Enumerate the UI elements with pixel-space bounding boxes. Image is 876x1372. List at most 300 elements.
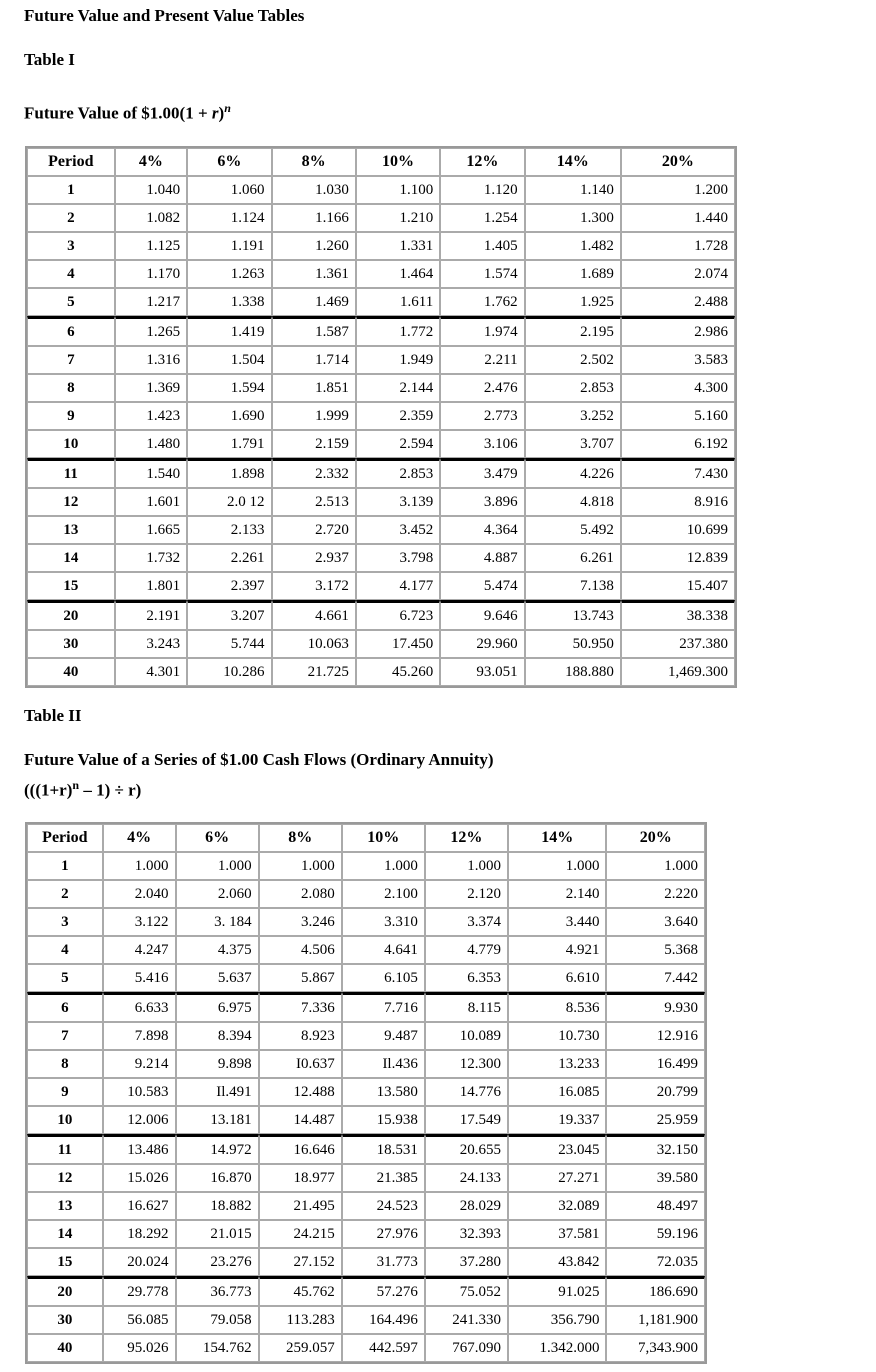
value-cell: 27.152 <box>259 1248 342 1276</box>
value-cell: 10.286 <box>187 658 271 686</box>
value-cell: 1.482 <box>525 232 621 260</box>
value-cell: 767.090 <box>425 1334 508 1362</box>
value-cell: 2.720 <box>272 516 356 544</box>
header-row <box>27 824 705 852</box>
value-cell: 24.215 <box>259 1220 342 1248</box>
period-cell: 13 <box>27 516 115 544</box>
value-cell: 3.310 <box>342 908 425 936</box>
value-cell: 2.100 <box>342 880 425 908</box>
value-cell: 1.405 <box>440 232 524 260</box>
value-cell: 1.587 <box>272 316 356 346</box>
value-cell: 95.026 <box>103 1334 176 1362</box>
value-cell: 5.368 <box>606 936 705 964</box>
value-cell: 2.220 <box>606 880 705 908</box>
value-cell: 25.959 <box>606 1106 705 1134</box>
value-cell: 3.452 <box>356 516 440 544</box>
value-cell: 14.487 <box>259 1106 342 1134</box>
value-cell: 19.337 <box>508 1106 607 1134</box>
value-cell: Il.436 <box>342 1050 425 1078</box>
period-cell: 7 <box>27 1022 103 1050</box>
value-cell: 24.523 <box>342 1192 425 1220</box>
value-cell: 2.211 <box>440 346 524 374</box>
value-cell: 1.030 <box>272 176 356 204</box>
period-cell: 11 <box>27 1134 103 1164</box>
value-cell: 12.916 <box>606 1022 705 1050</box>
value-cell: 2.080 <box>259 880 342 908</box>
value-cell: 1.254 <box>440 204 524 232</box>
value-cell: 18.292 <box>103 1220 176 1248</box>
value-cell: 1.000 <box>176 852 259 880</box>
rate-header: 8% <box>272 148 356 176</box>
value-cell: 16.627 <box>103 1192 176 1220</box>
rate-header: 8% <box>259 824 342 852</box>
value-cell: 7.430 <box>621 458 735 488</box>
value-cell: 186.690 <box>606 1276 705 1306</box>
value-cell: 4.779 <box>425 936 508 964</box>
value-cell: 15.938 <box>342 1106 425 1134</box>
value-cell: 5.637 <box>176 964 259 992</box>
value-cell: 59.196 <box>606 1220 705 1248</box>
value-cell: 1.316 <box>115 346 187 374</box>
value-cell: 37.581 <box>508 1220 607 1248</box>
period-cell: 8 <box>27 374 115 402</box>
value-cell: 6.353 <box>425 964 508 992</box>
table-row <box>27 600 735 630</box>
value-cell: 1.000 <box>508 852 607 880</box>
value-cell: 50.950 <box>525 630 621 658</box>
value-cell: 1,469.300 <box>621 658 735 686</box>
value-cell: 72.035 <box>606 1248 705 1276</box>
value-cell: 154.762 <box>176 1334 259 1362</box>
value-cell: 75.052 <box>425 1276 508 1306</box>
period-cell: 3 <box>27 908 103 936</box>
value-cell: 3.243 <box>115 630 187 658</box>
value-cell: 16.646 <box>259 1134 342 1164</box>
value-cell: 1.166 <box>272 204 356 232</box>
rate-header: 6% <box>187 148 271 176</box>
value-cell: 1.665 <box>115 516 187 544</box>
table-row <box>27 544 735 572</box>
value-cell: 21.495 <box>259 1192 342 1220</box>
value-cell: 79.058 <box>176 1306 259 1334</box>
value-cell: 1.714 <box>272 346 356 374</box>
table-row <box>27 288 735 316</box>
table-row <box>27 232 735 260</box>
value-cell: 164.496 <box>342 1306 425 1334</box>
value-cell: 4.226 <box>525 458 621 488</box>
value-cell: 2.0 12 <box>187 488 271 516</box>
value-cell: 1.423 <box>115 402 187 430</box>
value-cell: 48.497 <box>606 1192 705 1220</box>
value-cell: 1.217 <box>115 288 187 316</box>
value-cell: 2.191 <box>115 600 187 630</box>
period-cell: 4 <box>27 936 103 964</box>
table2-formula-a: (((1+r) <box>24 780 73 800</box>
value-cell: 2.488 <box>621 288 735 316</box>
value-cell: 241.330 <box>425 1306 508 1334</box>
value-cell: 17.549 <box>425 1106 508 1134</box>
value-cell: 9.214 <box>103 1050 176 1078</box>
value-cell: 5.867 <box>259 964 342 992</box>
value-cell: 7,343.900 <box>606 1334 705 1362</box>
value-cell: 3.707 <box>525 430 621 458</box>
value-cell: 1.124 <box>187 204 271 232</box>
value-cell: 1.100 <box>356 176 440 204</box>
value-cell: 4.506 <box>259 936 342 964</box>
value-cell: 2.502 <box>525 346 621 374</box>
table-row <box>27 1276 705 1306</box>
value-cell: 20.799 <box>606 1078 705 1106</box>
value-cell: 1.419 <box>187 316 271 346</box>
value-cell: 3. 184 <box>176 908 259 936</box>
value-cell: 13.580 <box>342 1078 425 1106</box>
rate-header: 10% <box>356 148 440 176</box>
value-cell: 24.133 <box>425 1164 508 1192</box>
value-cell: 1.300 <box>525 204 621 232</box>
value-cell: 1.263 <box>187 260 271 288</box>
value-cell: 15.407 <box>621 572 735 600</box>
period-cell: 1 <box>27 852 103 880</box>
value-cell: 6.975 <box>176 992 259 1022</box>
value-cell: 57.276 <box>342 1276 425 1306</box>
period-cell: 7 <box>27 346 115 374</box>
value-cell: 27.271 <box>508 1164 607 1192</box>
value-cell: 2.332 <box>272 458 356 488</box>
value-cell: 113.283 <box>259 1306 342 1334</box>
period-cell: 9 <box>27 1078 103 1106</box>
value-cell: 442.597 <box>342 1334 425 1362</box>
header-row <box>27 148 735 176</box>
value-cell: 1,181.900 <box>606 1306 705 1334</box>
value-cell: 1.791 <box>187 430 271 458</box>
value-cell: 9.646 <box>440 600 524 630</box>
table-row <box>27 204 735 232</box>
value-cell: 38.338 <box>621 600 735 630</box>
value-cell: 1.464 <box>356 260 440 288</box>
value-cell: 188.880 <box>525 658 621 686</box>
value-cell: 16.499 <box>606 1050 705 1078</box>
value-cell: 7.138 <box>525 572 621 600</box>
table-row <box>27 374 735 402</box>
value-cell: 8.394 <box>176 1022 259 1050</box>
value-cell: 2.040 <box>103 880 176 908</box>
value-cell: 2.773 <box>440 402 524 430</box>
table-row <box>27 260 735 288</box>
value-cell: 1.594 <box>187 374 271 402</box>
rate-header: 12% <box>440 148 524 176</box>
table-row <box>27 908 705 936</box>
period-header: Period <box>27 824 103 852</box>
period-cell: 15 <box>27 572 115 600</box>
value-cell: 2.513 <box>272 488 356 516</box>
value-cell: 1.000 <box>606 852 705 880</box>
value-cell: 1.040 <box>115 176 187 204</box>
value-cell: 1.331 <box>356 232 440 260</box>
value-cell: 3.640 <box>606 908 705 936</box>
value-cell: 1.338 <box>187 288 271 316</box>
value-cell: 9.898 <box>176 1050 259 1078</box>
annuity-future-value-table <box>25 822 707 1364</box>
value-cell: 1.762 <box>440 288 524 316</box>
value-cell: 45.762 <box>259 1276 342 1306</box>
value-cell: 1.060 <box>187 176 271 204</box>
period-cell: 15 <box>27 1248 103 1276</box>
value-cell: 7.898 <box>103 1022 176 1050</box>
table1-caption-text: Future Value of $1.00(1 + <box>24 103 212 123</box>
period-cell: 14 <box>27 1220 103 1248</box>
value-cell: 4.300 <box>621 374 735 402</box>
period-cell: 20 <box>27 600 115 630</box>
value-cell: 18.531 <box>342 1134 425 1164</box>
value-cell: 4.301 <box>115 658 187 686</box>
value-cell: 1.440 <box>621 204 735 232</box>
value-cell: 10.063 <box>272 630 356 658</box>
value-cell: 1.140 <box>525 176 621 204</box>
value-cell: 10.583 <box>103 1078 176 1106</box>
value-cell: 10.699 <box>621 516 735 544</box>
value-cell: 8.916 <box>621 488 735 516</box>
value-cell: 56.085 <box>103 1306 176 1334</box>
value-cell: 3.252 <box>525 402 621 430</box>
table-row <box>27 1248 705 1276</box>
table-row <box>27 658 735 686</box>
table1-caption <box>24 101 231 124</box>
value-cell: 18.977 <box>259 1164 342 1192</box>
period-cell: 4 <box>27 260 115 288</box>
value-cell: 5.474 <box>440 572 524 600</box>
table-row <box>27 346 735 374</box>
value-cell: 1.574 <box>440 260 524 288</box>
table-row <box>27 880 705 908</box>
value-cell: 23.045 <box>508 1134 607 1164</box>
value-cell: 1.772 <box>356 316 440 346</box>
value-cell: 36.773 <box>176 1276 259 1306</box>
table-row <box>27 992 705 1022</box>
value-cell: 1.974 <box>440 316 524 346</box>
value-cell: 6.723 <box>356 600 440 630</box>
value-cell: 43.842 <box>508 1248 607 1276</box>
value-cell: 6.192 <box>621 430 735 458</box>
value-cell: 356.790 <box>508 1306 607 1334</box>
period-cell: 13 <box>27 1192 103 1220</box>
table2-formula <box>24 778 141 801</box>
table-row <box>27 572 735 600</box>
value-cell: 93.051 <box>440 658 524 686</box>
value-cell: 4.641 <box>342 936 425 964</box>
value-cell: 12.839 <box>621 544 735 572</box>
value-cell: 4.921 <box>508 936 607 964</box>
value-cell: 1.361 <box>272 260 356 288</box>
value-cell: 3.207 <box>187 600 271 630</box>
rate-header: 20% <box>606 824 705 852</box>
value-cell: 3.122 <box>103 908 176 936</box>
value-cell: 20.024 <box>103 1248 176 1276</box>
value-cell: 39.580 <box>606 1164 705 1192</box>
table-row <box>27 1078 705 1106</box>
value-cell: 2.359 <box>356 402 440 430</box>
table-row <box>27 1192 705 1220</box>
value-cell: 29.778 <box>103 1276 176 1306</box>
value-cell: 21.385 <box>342 1164 425 1192</box>
value-cell: 10.730 <box>508 1022 607 1050</box>
value-cell: 1.260 <box>272 232 356 260</box>
value-cell: 9.930 <box>606 992 705 1022</box>
table2-label: Table II <box>24 706 82 725</box>
value-cell: 2.476 <box>440 374 524 402</box>
value-cell: 1.265 <box>115 316 187 346</box>
value-cell: 4.661 <box>272 600 356 630</box>
value-cell: 14.972 <box>176 1134 259 1164</box>
table-row <box>27 964 705 992</box>
value-cell: 2.594 <box>356 430 440 458</box>
value-cell: 1.125 <box>115 232 187 260</box>
value-cell: 16.085 <box>508 1078 607 1106</box>
value-cell: 3.139 <box>356 488 440 516</box>
value-cell: 2.261 <box>187 544 271 572</box>
value-cell: 7.716 <box>342 992 425 1022</box>
value-cell: 1.170 <box>115 260 187 288</box>
value-cell: I0.637 <box>259 1050 342 1078</box>
value-cell: 3.479 <box>440 458 524 488</box>
future-value-table <box>25 146 737 688</box>
value-cell: 17.450 <box>356 630 440 658</box>
value-cell: 5.492 <box>525 516 621 544</box>
value-cell: 5.160 <box>621 402 735 430</box>
period-cell: 11 <box>27 458 115 488</box>
value-cell: 2.074 <box>621 260 735 288</box>
value-cell: 1.728 <box>621 232 735 260</box>
table1-caption-close: ) <box>218 103 225 123</box>
value-cell: 32.393 <box>425 1220 508 1248</box>
value-cell: 7.336 <box>259 992 342 1022</box>
value-cell: 1.898 <box>187 458 271 488</box>
period-cell: 12 <box>27 1164 103 1192</box>
value-cell: 2.986 <box>621 316 735 346</box>
value-cell: 1.480 <box>115 430 187 458</box>
value-cell: 20.655 <box>425 1134 508 1164</box>
value-cell: 3.246 <box>259 908 342 936</box>
value-cell: 29.960 <box>440 630 524 658</box>
value-cell: 2.195 <box>525 316 621 346</box>
rate-header: 4% <box>103 824 176 852</box>
value-cell: 8.536 <box>508 992 607 1022</box>
table-row <box>27 852 705 880</box>
value-cell: 18.882 <box>176 1192 259 1220</box>
value-cell: 1.369 <box>115 374 187 402</box>
value-cell: 1.504 <box>187 346 271 374</box>
value-cell: 12.300 <box>425 1050 508 1078</box>
value-cell: 1.342.000 <box>508 1334 607 1362</box>
value-cell: 13.233 <box>508 1050 607 1078</box>
table-row <box>27 1022 705 1050</box>
value-cell: 16.870 <box>176 1164 259 1192</box>
value-cell: 2.853 <box>356 458 440 488</box>
value-cell: 6.261 <box>525 544 621 572</box>
value-cell: Il.491 <box>176 1078 259 1106</box>
value-cell: 3.374 <box>425 908 508 936</box>
value-cell: 1.732 <box>115 544 187 572</box>
value-cell: 2.397 <box>187 572 271 600</box>
value-cell: 14.776 <box>425 1078 508 1106</box>
table-row <box>27 1164 705 1192</box>
value-cell: 32.089 <box>508 1192 607 1220</box>
value-cell: 1.000 <box>259 852 342 880</box>
rate-header: 6% <box>176 824 259 852</box>
value-cell: 5.744 <box>187 630 271 658</box>
period-cell: 30 <box>27 630 115 658</box>
value-cell: 21.015 <box>176 1220 259 1248</box>
value-cell: 6.633 <box>103 992 176 1022</box>
period-cell: 30 <box>27 1306 103 1334</box>
value-cell: 28.029 <box>425 1192 508 1220</box>
period-cell: 2 <box>27 880 103 908</box>
value-cell: 3.583 <box>621 346 735 374</box>
value-cell: 7.442 <box>606 964 705 992</box>
value-cell: 1.082 <box>115 204 187 232</box>
period-cell: 6 <box>27 316 115 346</box>
value-cell: 37.280 <box>425 1248 508 1276</box>
page-title: Future Value and Present Value Tables <box>24 6 305 25</box>
value-cell: 2.853 <box>525 374 621 402</box>
value-cell: 31.773 <box>342 1248 425 1276</box>
period-cell: 1 <box>27 176 115 204</box>
period-cell: 2 <box>27 204 115 232</box>
value-cell: 1.801 <box>115 572 187 600</box>
table-row <box>27 1306 705 1334</box>
period-cell: 40 <box>27 658 115 686</box>
value-cell: 237.380 <box>621 630 735 658</box>
period-cell: 10 <box>27 1106 103 1134</box>
value-cell: 4.364 <box>440 516 524 544</box>
table-row <box>27 936 705 964</box>
period-cell: 12 <box>27 488 115 516</box>
period-cell: 3 <box>27 232 115 260</box>
value-cell: 3.106 <box>440 430 524 458</box>
table-row <box>27 516 735 544</box>
value-cell: 4.375 <box>176 936 259 964</box>
value-cell: 1.690 <box>187 402 271 430</box>
rate-header: 14% <box>525 148 621 176</box>
table-row <box>27 1106 705 1134</box>
rate-header: 12% <box>425 824 508 852</box>
value-cell: 13.181 <box>176 1106 259 1134</box>
value-cell: 3.798 <box>356 544 440 572</box>
period-cell: 8 <box>27 1050 103 1078</box>
value-cell: 21.725 <box>272 658 356 686</box>
value-cell: 12.488 <box>259 1078 342 1106</box>
value-cell: 2.120 <box>425 880 508 908</box>
table2-caption: Future Value of a Series of $1.00 Cash Flows (Ordinary Annuity) <box>24 750 494 769</box>
value-cell: 91.025 <box>508 1276 607 1306</box>
table-row <box>27 176 735 204</box>
value-cell: 8.923 <box>259 1022 342 1050</box>
value-cell: 1.611 <box>356 288 440 316</box>
value-cell: 27.976 <box>342 1220 425 1248</box>
period-cell: 5 <box>27 964 103 992</box>
rate-header: 20% <box>621 148 735 176</box>
value-cell: 12.006 <box>103 1106 176 1134</box>
value-cell: 2.937 <box>272 544 356 572</box>
value-cell: 2.159 <box>272 430 356 458</box>
value-cell: 3.440 <box>508 908 607 936</box>
table-row <box>27 430 735 458</box>
value-cell: 2.133 <box>187 516 271 544</box>
rate-header: 10% <box>342 824 425 852</box>
table1-label: Table I <box>24 50 75 69</box>
period-cell: 40 <box>27 1334 103 1362</box>
value-cell: 13.486 <box>103 1134 176 1164</box>
value-cell: 8.115 <box>425 992 508 1022</box>
